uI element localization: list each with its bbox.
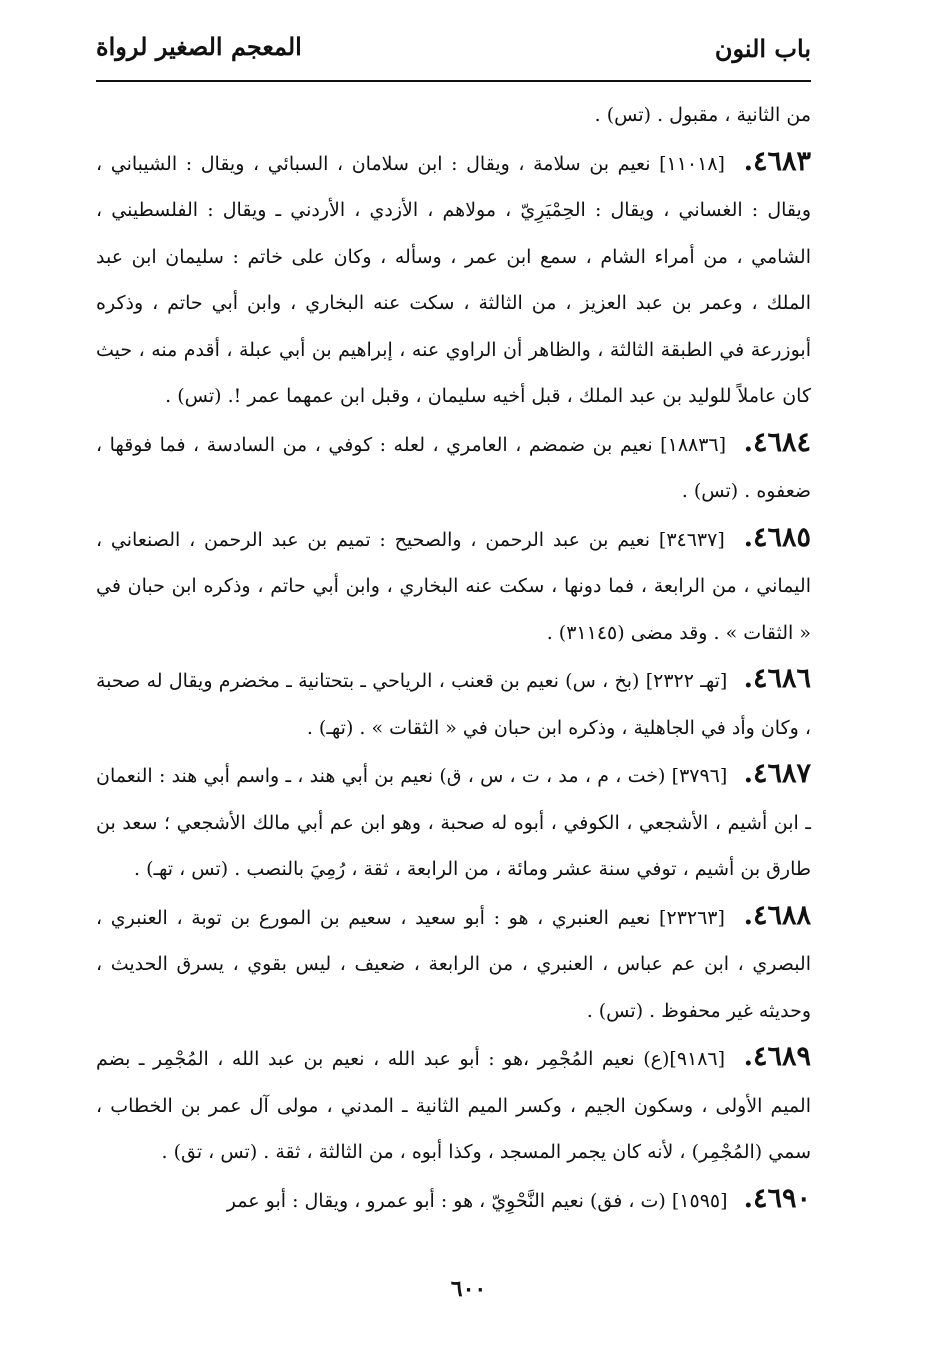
entry-text: [٣٧٩٦] (خت ، م ، مد ، ت ، س ، ق) نعيم بن أبي هند ، ـ واسم أبي هند : النعمان ـ ابن أشيم ، الأشجعي ، الكوفي ، أبوه له صحبة ، وهو ابن عم أبي مالك الأشجعي ؛ سعد بن طارق بن أشيم ، توفي سنة عشر ومائة ، من الرابعة ، ثقة ، رُمِيَ بالنصب . (تس ، تهـ) . — [96, 765, 811, 880]
entry-text: [٢٣٢٦٣] نعيم العنبري ، هو : أبو سعيد ، سعيم بن المورع بن توبة ، العنبري ، البصري ، ابن عم عباس ، العنبري ، من الرابعة ، ضعيف ، ليس بقوي ، يسرق الحديث ، وحديثه غير محفوظ . (تس) . — [96, 906, 811, 1022]
entry-number: ٤٦٨٧. — [743, 758, 811, 789]
entry-4686 — [96, 656, 811, 751]
entry-4687 — [96, 751, 811, 893]
entry-4685 — [96, 515, 811, 657]
chapter-title: باب النون — [714, 34, 811, 63]
entry-text: [تهـ ٢٣٢٢] (بخ ، س) نعيم بن قعنب ، الرياحي ـ بتحتانية ـ مخضرم ويقال له صحبة ، وكان وأد في الجاهلية ، وذكره ابن حبان في « الثقات » . (تهـ) . — [96, 670, 811, 739]
entry-number: ٤٦٩٠. — [743, 1182, 811, 1214]
entry-4688 — [96, 893, 811, 1035]
entry-text: [١٨٨٣٦] نعيم بن ضمضم ، العامري ، لعله : كوفي ، من السادسة ، فما فوقها ، ضعفوه . (تس) . — [96, 433, 811, 502]
entry-text: [٩١٨٦](ع) نعيم المُجْمِر ،هو : أبو عبد الله ، نعيم بن عبد الله ، المُجْمِر ـ بضم الميم الأولى ، وسكون الجيم ، وكسر الميم الثانية ـ المدني ، مولى آل عمر بن الخطاب ، سمي (المُجْمِر) ، لأنه كان يجمر المسجد ، وكذا أبوه ، من الثالثة ، ثقة . (تس ، تق) . — [96, 1048, 811, 1163]
entry-number: ٤٦٨٤. — [743, 426, 811, 458]
entry-text: [١١٠١٨] نعيم بن سلامة ، ويقال : ابن سلامان ، السبائي ، ويقال : الشيباني ، ويقال : الغساني ، ويقال : الحِمْيَرِيّ ، مولاهم ، الأزدي ، الأردني ـ ويقال : الفلسطيني ، الشامي ، من أمراء الشام ، سمع ابن عمر ، وسأله ، وكان على خاتم : سليمان ابن عبد الملك ، وعمر بن عبد العزيز ، من الثالثة ، سكت عنه البخاري ، وابن أبي حاتم ، وذكره أبوزرعة في الطبقة الثالثة ، والظاهر أن الراوي عنه ، إبراهيم بن أبي عبلة ، أقدم منه ، حيث كان عاملاً للوليد بن عبد الملك ، قبل أخيه سليمان ، وقبل ابن عمهما عمر !. (تس) . — [96, 152, 811, 407]
entry-number: ٤٦٨٨. — [743, 899, 812, 931]
intro-line: من الثانية ، مقبول . (تس) . — [594, 104, 811, 126]
entry-4690 — [96, 1176, 811, 1225]
entry-number: ٤٦٨٣. — [743, 145, 811, 177]
entry-4689 — [96, 1034, 811, 1176]
page-number: ٦٠٠ — [450, 1276, 487, 1302]
entry-number: ٤٦٨٦. — [743, 663, 811, 694]
entry-4684 — [96, 420, 811, 515]
entry-text: [١٥٩٥] (ت ، فق) نعيم النَّحْوِيّ ، هو : أبو عمرو ، ويقال : أبو عمر — [226, 1189, 728, 1212]
page-body — [96, 92, 811, 1224]
entry-4683 — [96, 139, 811, 420]
book-title: المعجم الصغير لرواة — [96, 32, 302, 61]
entry-number: ٤٦٨٥. — [743, 521, 811, 553]
entry-number: ٤٦٨٩. — [743, 1041, 811, 1072]
entry-text: [٣٤٦٣٧] نعيم بن عبد الرحمن ، والصحيح : تميم بن عبد الرحمن ، الصنعاني ، اليماني ، من الرابعة ، فما دونها ، سكت عنه البخاري ، وابن أبي حاتم ، وذكره ابن حبان في « الثقات » . وقد مضى (٣١١٤٥) . — [96, 528, 811, 644]
page-header — [96, 30, 811, 82]
